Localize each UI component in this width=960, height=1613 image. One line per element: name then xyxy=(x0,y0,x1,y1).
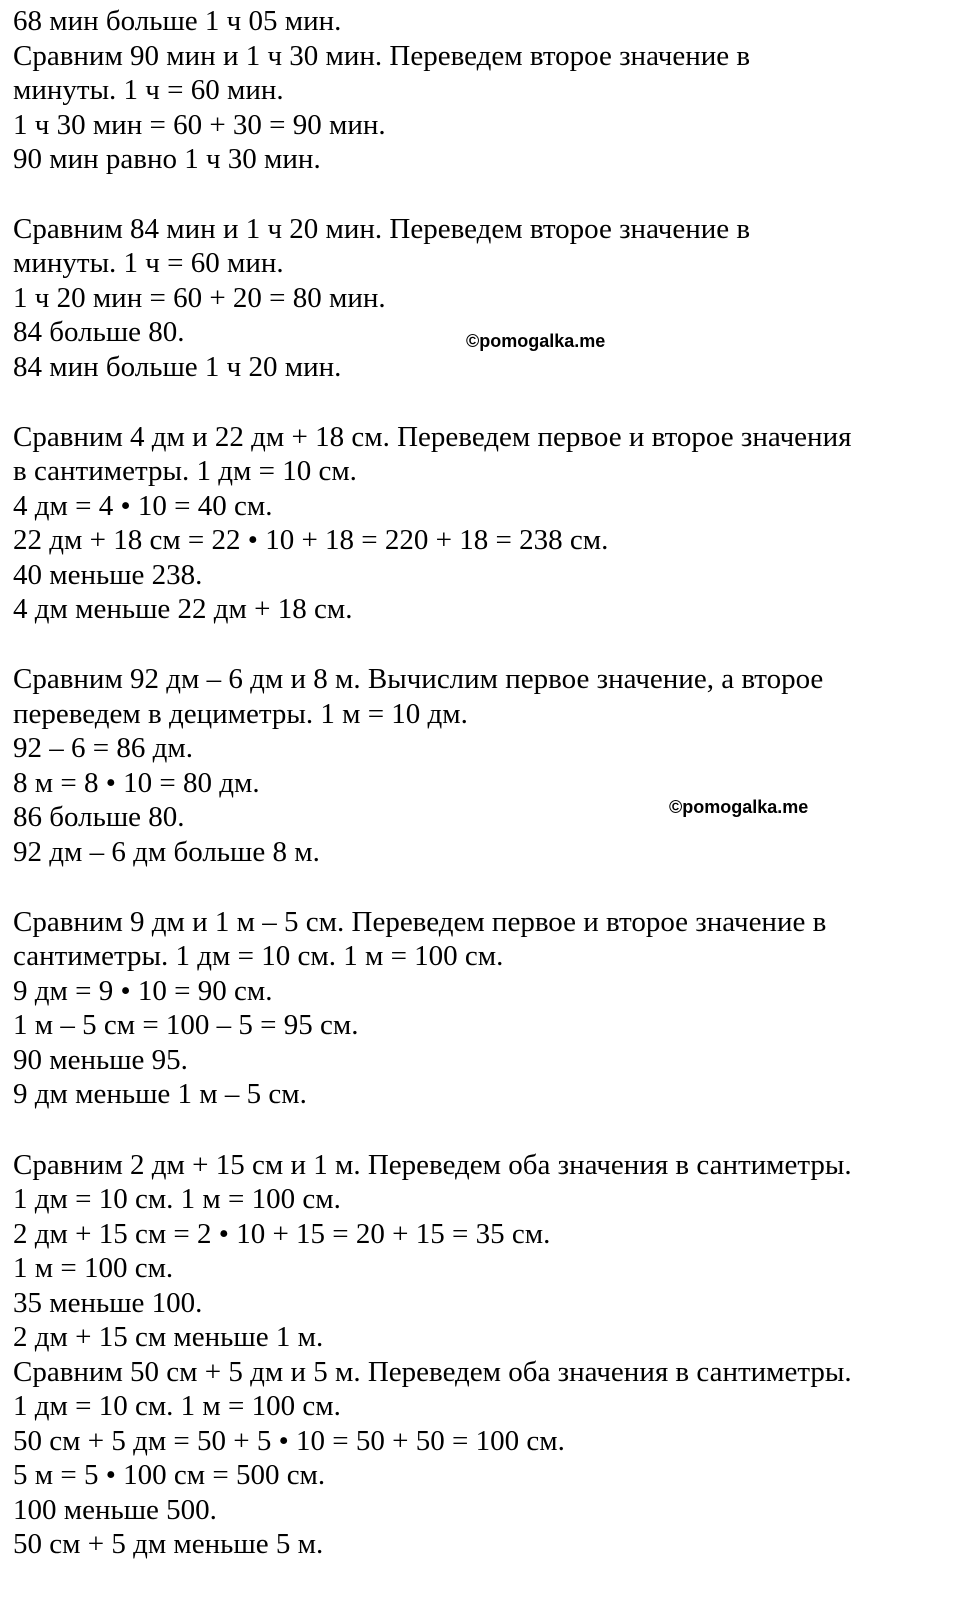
text-line: минуты. 1 ч = 60 мин. xyxy=(13,247,284,279)
text-line: 84 мин больше 1 ч 20 мин. xyxy=(13,351,342,383)
text-line: 86 больше 80. xyxy=(13,801,185,833)
text-line: 35 меньше 100. xyxy=(13,1287,203,1319)
text-line: 92 – 6 = 86 дм. xyxy=(13,732,193,764)
text-line: в сантиметры. 1 дм = 10 см. xyxy=(13,455,357,487)
text-line: 68 мин больше 1 ч 05 мин. xyxy=(13,5,342,37)
text-line: сантиметры. 1 дм = 10 см. 1 м = 100 см. xyxy=(13,940,504,972)
text-line: Сравним 90 мин и 1 ч 30 мин. Переведем второе значение в xyxy=(13,40,751,72)
text-line: минуты. 1 ч = 60 мин. xyxy=(13,74,284,106)
text-line: 9 дм = 9 • 10 = 90 см. xyxy=(13,975,273,1007)
watermark-text: ©pomogalka.me xyxy=(669,797,809,817)
text-line: 8 м = 8 • 10 = 80 дм. xyxy=(13,767,260,799)
text-line: 2 дм + 15 см меньше 1 м. xyxy=(13,1321,324,1353)
text-line: 1 дм = 10 см. 1 м = 100 см. xyxy=(13,1390,341,1422)
text-line: 2 дм + 15 см = 2 • 10 + 15 = 20 + 15 = 35 см. xyxy=(13,1218,551,1250)
text-line: переведем в дециметры. 1 м = 10 дм. xyxy=(13,698,468,730)
text-line: 92 дм – 6 дм больше 8 м. xyxy=(13,836,320,868)
text-line: 1 ч 20 мин = 60 + 20 = 80 мин. xyxy=(13,282,386,314)
text-line: 1 м – 5 см = 100 – 5 = 95 см. xyxy=(13,1009,359,1041)
text-line: Сравним 4 дм и 22 дм + 18 см. Переведем первое и второе значения xyxy=(13,421,852,453)
text-line: 5 м = 5 • 100 см = 500 см. xyxy=(13,1459,326,1491)
text-line: 50 см + 5 дм меньше 5 м. xyxy=(13,1528,324,1560)
text-line: 84 больше 80. xyxy=(13,316,185,348)
text-line: 50 см + 5 дм = 50 + 5 • 10 = 50 + 50 = 100 см. xyxy=(13,1425,565,1457)
text-line: Сравним 92 дм – 6 дм и 8 м. Вычислим первое значение, а второе xyxy=(13,663,824,695)
text-line: 4 дм меньше 22 дм + 18 см. xyxy=(13,593,353,625)
text-line: Сравним 9 дм и 1 м – 5 см. Переведем первое и второе значение в xyxy=(13,906,827,938)
text-line: 1 ч 30 мин = 60 + 30 = 90 мин. xyxy=(13,109,386,141)
text-line: 9 дм меньше 1 м – 5 см. xyxy=(13,1078,307,1110)
text-line: Сравним 84 мин и 1 ч 20 мин. Переведем второе значение в xyxy=(13,213,751,245)
text-line: 90 меньше 95. xyxy=(13,1044,188,1076)
text-line: 22 дм + 18 см = 22 • 10 + 18 = 220 + 18 = 238 см. xyxy=(13,524,609,556)
text-line: 1 дм = 10 см. 1 м = 100 см. xyxy=(13,1183,341,1215)
text-line: 40 меньше 238. xyxy=(13,559,203,591)
text-line: 90 мин равно 1 ч 30 мин. xyxy=(13,143,321,175)
watermark-text: ©pomogalka.me xyxy=(466,331,606,351)
text-line: 100 меньше 500. xyxy=(13,1494,217,1526)
text-line: 4 дм = 4 • 10 = 40 см. xyxy=(13,490,273,522)
text-line: Сравним 2 дм + 15 см и 1 м. Переведем оба значения в сантиметры. xyxy=(13,1149,852,1181)
text-line: Сравним 50 см + 5 дм и 5 м. Переведем оба значения в сантиметры. xyxy=(13,1356,852,1388)
text-line: 1 м = 100 см. xyxy=(13,1252,174,1284)
